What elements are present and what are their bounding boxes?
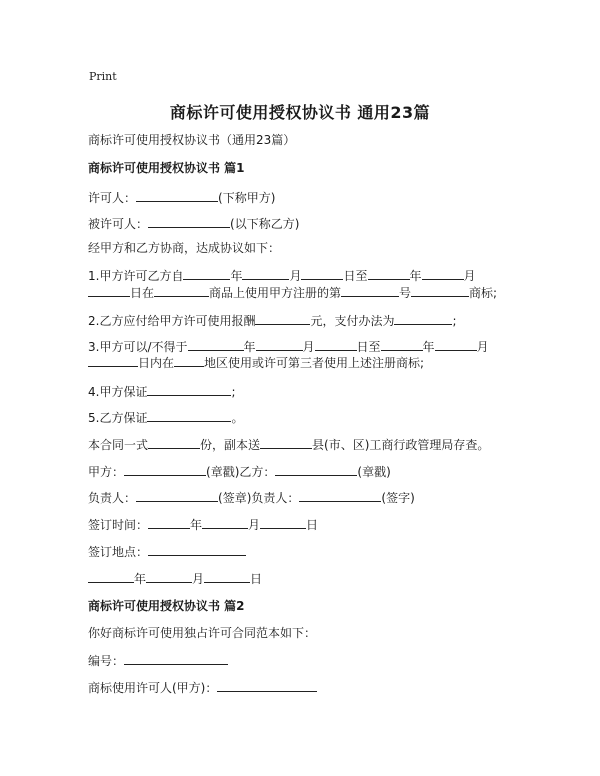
date-month-blank[interactable] xyxy=(146,571,192,583)
clause2-text: 2.乙方应付给甲方许可使用报酬 xyxy=(88,314,256,328)
clause3-month2: 月 xyxy=(476,340,489,354)
clause5-end: 。 xyxy=(231,411,244,425)
copies-line xyxy=(88,437,489,452)
clause1-year2: 年 xyxy=(409,269,422,283)
number-line xyxy=(88,653,228,668)
responsible-b-label: (签章)负责人： xyxy=(218,491,300,505)
clause3-day2-blank[interactable] xyxy=(88,355,138,367)
clause2-end: ; xyxy=(452,314,457,328)
section2-heading: 商标许可使用授权协议书 篇2 xyxy=(88,599,245,613)
licensor-suffix: (下称甲方) xyxy=(218,191,276,205)
party-a-blank[interactable] xyxy=(124,464,206,476)
clause1-day2-blank[interactable] xyxy=(88,285,130,297)
number-blank[interactable] xyxy=(124,653,228,665)
sign-place-label: 签订地点： xyxy=(88,545,149,559)
licensor2-line xyxy=(88,680,317,695)
clause3-year-blank[interactable] xyxy=(188,339,244,351)
clause1-number-blank[interactable] xyxy=(341,285,399,297)
responsible-b-sign: (签字) xyxy=(381,491,415,505)
sign-year: 年 xyxy=(190,518,203,532)
clause2-line xyxy=(88,313,457,328)
section1-heading: 商标许可使用授权协议书 篇1 xyxy=(88,161,245,175)
clause3-year: 年 xyxy=(243,340,256,354)
sign-place-line xyxy=(88,544,246,559)
clause1-day2: 日在 xyxy=(130,286,155,300)
clause3-region-blank[interactable] xyxy=(174,355,204,367)
clause5-line xyxy=(88,410,243,425)
clause3-region: 地区使用或许可第三者使用上述注册商标; xyxy=(204,356,425,370)
sign-place-blank[interactable] xyxy=(148,544,246,556)
clause5-blank[interactable] xyxy=(147,410,231,422)
clause1-goods: 商品上使用甲方注册的第 xyxy=(209,286,342,300)
clause1-year-blank[interactable] xyxy=(183,268,230,280)
print-link[interactable]: Print xyxy=(89,70,117,83)
sign-month-blank[interactable] xyxy=(202,517,248,529)
sign-month: 月 xyxy=(248,518,261,532)
clause1-month2: 月 xyxy=(463,269,476,283)
subtitle: 商标许可使用授权协议书（通用23篇） xyxy=(88,133,296,147)
sign-day: 日 xyxy=(306,518,319,532)
party-b-blank[interactable] xyxy=(275,464,357,476)
clause1-month2-blank[interactable] xyxy=(422,268,464,280)
party-sign-line xyxy=(88,464,391,479)
clause3-line1 xyxy=(88,339,489,354)
copies-count-blank[interactable] xyxy=(148,437,200,449)
clause1-number: 号 xyxy=(399,286,412,300)
responsible-line xyxy=(88,490,415,505)
sign-year-blank[interactable] xyxy=(148,517,190,529)
clause1-to: 日至 xyxy=(343,269,368,283)
clause3-month2-blank[interactable] xyxy=(435,339,477,351)
licensee-label: 被许可人： xyxy=(88,217,149,231)
clause1-month: 月 xyxy=(289,269,302,283)
date-day: 日 xyxy=(250,572,263,586)
clause3-year2: 年 xyxy=(422,340,435,354)
clause1-goods-blank[interactable] xyxy=(154,285,209,297)
clause4-line xyxy=(88,384,236,399)
party-a-label: 甲方： xyxy=(88,465,125,479)
licensor-blank[interactable] xyxy=(136,190,218,202)
clause1-mark: 商标; xyxy=(469,286,498,300)
clause2-method-blank[interactable] xyxy=(394,313,452,325)
date-year: 年 xyxy=(134,572,147,586)
clause1-mark-blank[interactable] xyxy=(411,285,469,297)
clause2-amount-blank[interactable] xyxy=(255,313,310,325)
sign-day-blank[interactable] xyxy=(260,517,306,529)
licensor-label: 许可人： xyxy=(88,191,137,205)
licensor2-label: 商标使用许可人(甲方)： xyxy=(88,681,218,695)
clause1-text: 1.甲方许可乙方自 xyxy=(88,269,184,283)
date-day-blank[interactable] xyxy=(204,571,250,583)
agreement-intro: 经甲方和乙方协商，达成协议如下： xyxy=(88,241,281,255)
clause3-day-blank[interactable] xyxy=(315,339,357,351)
clause3-month-blank[interactable] xyxy=(256,339,303,351)
page-title: 商标许可使用授权协议书 通用23篇 xyxy=(169,103,431,122)
sign-time-line xyxy=(88,517,318,532)
clause3-month: 月 xyxy=(302,340,315,354)
licensee-line xyxy=(88,216,299,231)
date-year-blank[interactable] xyxy=(88,571,134,583)
date-month: 月 xyxy=(192,572,205,586)
responsible-a-blank[interactable] xyxy=(136,490,218,502)
number-label: 编号： xyxy=(88,654,125,668)
clause1-year: 年 xyxy=(230,269,243,283)
copies-send: 份，副本送 xyxy=(200,438,261,452)
clause1-line1 xyxy=(88,268,476,283)
clause4-blank[interactable] xyxy=(147,384,231,396)
clause5-text: 5.乙方保证 xyxy=(88,411,148,425)
party-b-label: (章戳)乙方： xyxy=(206,465,276,479)
sign-time-label: 签订时间： xyxy=(88,518,149,532)
date-line xyxy=(88,571,262,586)
licensor-line xyxy=(88,190,275,205)
clause3-line2 xyxy=(88,355,424,370)
clause3-text: 3.甲方可以/不得于 xyxy=(88,340,188,354)
licensee-suffix: (以下称乙方) xyxy=(230,217,300,231)
clause3-to: 日至 xyxy=(356,340,381,354)
clause3-in: 日内在 xyxy=(138,356,175,370)
responsible-b-blank[interactable] xyxy=(299,490,381,502)
clause2-payment: 元，支付办法为 xyxy=(310,314,395,328)
clause1-day-blank[interactable] xyxy=(301,268,343,280)
clause4-end: ; xyxy=(231,385,236,399)
clause1-year2-blank[interactable] xyxy=(368,268,410,280)
copies-bureau: 县(市、区)工商行政管理局存查。 xyxy=(312,438,490,452)
licensor2-blank[interactable] xyxy=(217,680,317,692)
copies-county-blank[interactable] xyxy=(260,437,312,449)
clause4-text: 4.甲方保证 xyxy=(88,385,148,399)
licensee-blank[interactable] xyxy=(148,216,230,228)
copies-text: 本合同一式 xyxy=(88,438,149,452)
responsible-a-label: 负责人： xyxy=(88,491,137,505)
clause1-month-blank[interactable] xyxy=(242,268,289,280)
party-b-seal: (章戳) xyxy=(357,465,391,479)
section2-intro: 你好商标许可使用独占许可合同范本如下： xyxy=(88,626,317,640)
clause1-line2 xyxy=(88,285,497,300)
clause3-year2-blank[interactable] xyxy=(381,339,423,351)
